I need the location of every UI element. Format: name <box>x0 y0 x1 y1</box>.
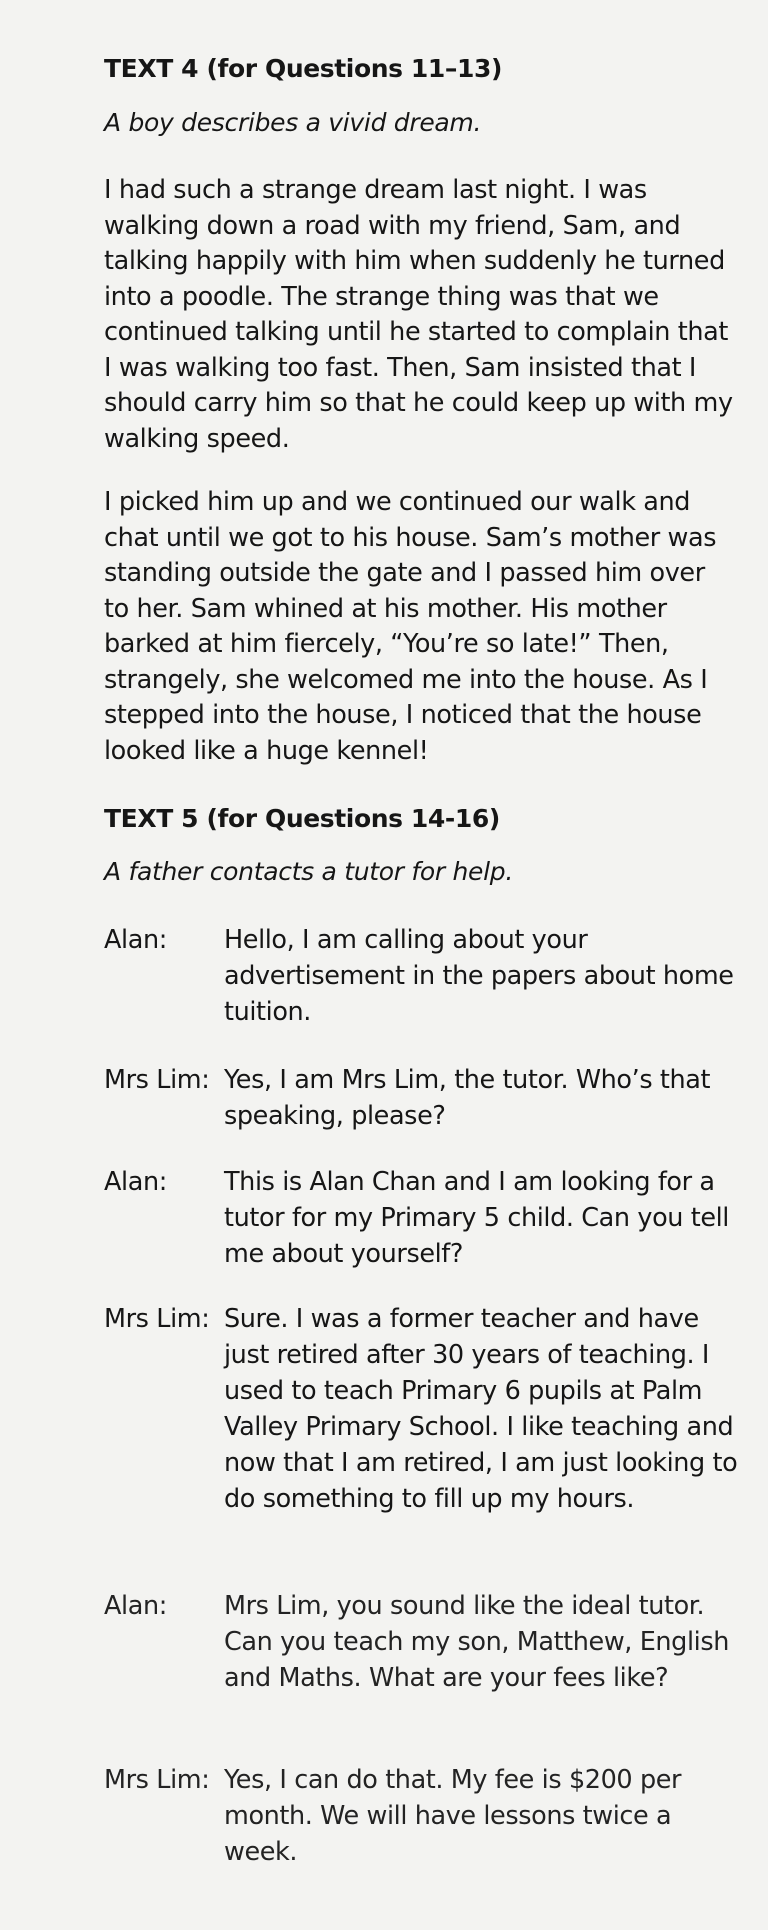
speech-line: Yes, I am Mrs Lim, the tutor. Who’s that speaking, please? <box>224 1065 711 1131</box>
speech-line: Sure. I was a former teacher and have just retired after 30 years of teaching. I used to teach Primary 6 pupils at Palm Valley Primary School. I like teaching and now that I am retired, I am just looking to do something to fill up my hours. <box>224 1304 738 1514</box>
text4-intro: A boy describes a vivid dream. <box>104 108 482 137</box>
speaker-name: Mrs Lim: <box>104 1765 210 1795</box>
speaker-name: Alan: <box>104 1167 167 1197</box>
text4-heading: TEXT 4 (for Questions 11–13) <box>104 54 503 83</box>
speech-line: Mrs Lim, you sound like the ideal tutor. Can you teach my son, Matthew, English and Maths. What are your fees like? <box>224 1591 729 1693</box>
speaker-name: Mrs Lim: <box>104 1065 210 1095</box>
text4-paragraph-1: I had such a strange dream last night. I was walking down a road with my friend, Sam, and talking happily with him when suddenly he turned into a poodle. The strange thing was that we continued talking until he started to complain that I was walking too fast. Then, Sam insisted that I should carry him so that he could keep up with my walking speed. <box>104 175 733 454</box>
text5-heading: TEXT 5 (for Questions 14-16) <box>104 804 500 833</box>
speech-line: This is Alan Chan and I am looking for a tutor for my Primary 5 child. Can you tell me about yourself? <box>224 1167 729 1269</box>
speech-line: Yes, I can do that. My fee is $200 per month. We will have lessons twice a week. <box>224 1765 682 1867</box>
speaker-name: Alan: <box>104 925 167 955</box>
text5-intro: A father contacts a tutor for help. <box>104 857 513 886</box>
speaker-name: Mrs Lim: <box>104 1304 210 1334</box>
text4-paragraph-2: I picked him up and we continued our walk and chat until we got to his house. Sam’s mother was standing outside the gate and I passed him over to her. Sam whined at his mother. His mother barked at him fiercely, “You’re so late!” Then, strangely, she welcomed me into the house. As I stepped into the house, I noticed that the house looked like a huge kennel! <box>104 487 717 766</box>
speech-line: Hello, I am calling about your advertisement in the papers about home tuition. <box>224 925 734 1027</box>
speaker-name: Alan: <box>104 1591 167 1621</box>
